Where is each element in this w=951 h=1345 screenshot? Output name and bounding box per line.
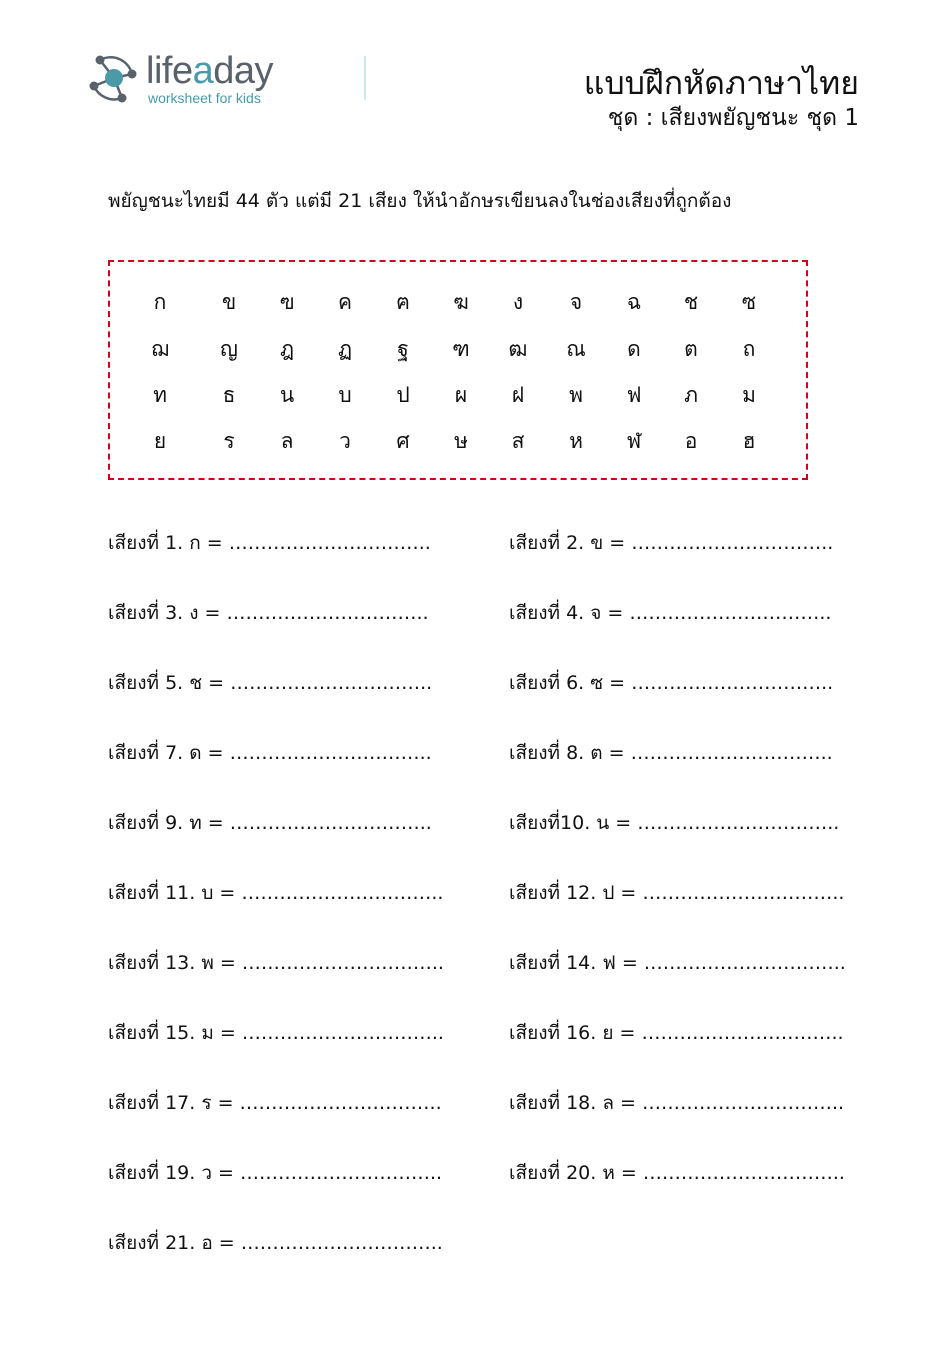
consonant-letter: พ (569, 383, 583, 407)
consonant-letter: ษ (454, 429, 468, 453)
consonant-letter: ภ (684, 383, 698, 407)
lifeaday-logo (88, 48, 368, 110)
sound-line-10[interactable]: เสียงที่10. น = ………………………….. (509, 812, 840, 834)
consonant-letter: ญ (220, 337, 238, 361)
sound-line-3[interactable]: เสียงที่ 3. ง = ………………………….. (108, 602, 429, 624)
sound-line-2[interactable]: เสียงที่ 2. ข = ………………………….. (509, 532, 834, 554)
consonant-letter: ฮ (742, 429, 756, 453)
sound-line-19[interactable]: เสียงที่ 19. ว = ………………………….. (108, 1162, 443, 1184)
consonant-letter: บ (338, 383, 352, 407)
sound-line-12[interactable]: เสียงที่ 12. ป = ………………………….. (509, 882, 845, 904)
consonant-letter: ฆ (453, 290, 469, 314)
molecule-icon (88, 52, 140, 104)
logo-divider (364, 56, 366, 100)
sound-line-20[interactable]: เสียงที่ 20. ห = ………………………….. (509, 1162, 845, 1184)
sound-line-8[interactable]: เสียงที่ 8. ต = ………………………….. (509, 742, 833, 764)
consonant-letter: ย (153, 429, 167, 453)
consonant-letter: ฌ (151, 337, 169, 361)
consonant-letter: ถ (742, 337, 756, 361)
consonant-letter: ป (396, 383, 410, 407)
sound-line-4[interactable]: เสียงที่ 4. จ = ………………………….. (509, 602, 832, 624)
sound-line-1[interactable]: เสียงที่ 1. ก = ………………………….. (108, 532, 431, 554)
sound-line-16[interactable]: เสียงที่ 16. ย = ………………………….. (509, 1022, 844, 1044)
consonant-row (110, 375, 806, 415)
sound-line-13[interactable]: เสียงที่ 13. พ = ………………………….. (108, 952, 444, 974)
instruction-text: พยัญชนะไทยมี 44 ตัว แต่มี 21 เสียง ให้นำอักษรเขียนลงในช่องเสียงที่ถูกต้อง (108, 190, 732, 212)
consonant-letter: ม (742, 383, 756, 407)
consonant-letter: ฉ (626, 290, 642, 314)
consonant-row (110, 329, 806, 369)
consonant-letter: ต (684, 337, 698, 361)
page-title: แบบฝึกหัดภาษาไทย (583, 64, 859, 102)
consonant-letter: ว (339, 429, 351, 453)
sound-line-11[interactable]: เสียงที่ 11. บ = ………………………….. (108, 882, 444, 904)
consonant-letter: ฃ (279, 290, 295, 314)
consonant-letter: ฟ (626, 383, 642, 407)
sound-line-7[interactable]: เสียงที่ 7. ด = ………………………….. (108, 742, 432, 764)
consonant-letter: ส (511, 429, 525, 453)
consonant-letter: ฐ (397, 337, 409, 361)
consonant-letter: ฬ (626, 429, 642, 453)
sound-line-5[interactable]: เสียงที่ 5. ช = ………………………….. (108, 672, 433, 694)
consonant-letter: ผ (454, 383, 468, 407)
consonant-row (110, 282, 806, 322)
consonant-letter: ข (221, 290, 237, 314)
consonant-letter: ห (569, 429, 583, 453)
consonant-letter: ค (337, 290, 353, 314)
sound-line-14[interactable]: เสียงที่ 14. ฟ = ………………………….. (509, 952, 846, 974)
consonant-letter: ท (153, 383, 167, 407)
sound-line-17[interactable]: เสียงที่ 17. ร = ………………………….. (108, 1092, 442, 1114)
consonant-letter: ณ (566, 337, 586, 361)
consonant-letter: ง (512, 290, 524, 314)
consonant-letter: ซ (741, 290, 757, 314)
consonant-letter: ด (627, 337, 641, 361)
sound-line-18[interactable]: เสียงที่ 18. ล = ………………………….. (509, 1092, 845, 1114)
sound-line-15[interactable]: เสียงที่ 15. ม = ………………………….. (108, 1022, 444, 1044)
consonant-letter: ฑ (452, 337, 470, 361)
consonant-letter: ร (223, 429, 235, 453)
consonant-letter: ก (153, 290, 167, 314)
consonant-letter: ฅ (395, 290, 411, 314)
consonant-row (110, 421, 806, 461)
consonant-letter: ฝ (511, 383, 525, 407)
consonant-letter: ศ (396, 429, 410, 453)
consonant-letter: ฏ (337, 337, 353, 361)
consonant-letter: ฎ (279, 337, 295, 361)
logo-wordmark: lifeaday (146, 50, 273, 92)
sound-line-9[interactable]: เสียงที่ 9. ท = ………………………….. (108, 812, 432, 834)
consonant-letter: ล (280, 429, 294, 453)
consonant-letter: จ (569, 290, 583, 314)
consonant-box (108, 260, 808, 480)
page-subtitle: ชุด : เสียงพยัญชนะ ชุด 1 (607, 105, 859, 131)
consonant-letter: ช (683, 290, 699, 314)
sound-line-21[interactable]: เสียงที่ 21. อ = ………………………….. (108, 1232, 443, 1254)
sound-line-6[interactable]: เสียงที่ 6. ซ = ………………………….. (509, 672, 834, 694)
logo-tagline: worksheet for kids (148, 90, 261, 106)
consonant-letter: ธ (222, 383, 236, 407)
consonant-letter: อ (684, 429, 698, 453)
consonant-letter: น (279, 383, 295, 407)
consonant-letter: ฒ (508, 337, 528, 361)
